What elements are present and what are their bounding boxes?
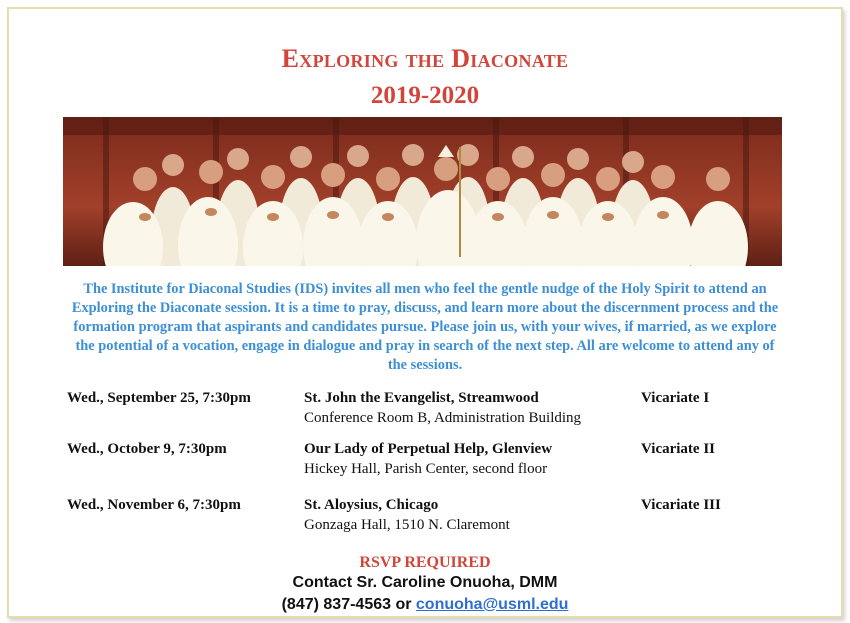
flyer-title: Exploring the Diaconate [281, 44, 569, 73]
session-date: Wed., October 9, 7:30pm [67, 441, 227, 457]
session-vicariate: Vicariate I [641, 390, 710, 406]
rsvp-heading: RSVP REQUIRED [359, 554, 491, 571]
session-vicariate: Vicariate III [641, 497, 721, 513]
session-date: Wed., November 6, 7:30pm [67, 497, 241, 513]
session-location: Our Lady of Perpetual Help, Glenview [304, 441, 553, 457]
contact-line: Contact Sr. Caroline Onuoha, DMM [292, 574, 558, 591]
session-date: Wed., September 25, 7:30pm [67, 390, 251, 406]
session-room: Hickey Hall, Parish Center, second floor [304, 461, 548, 477]
session-room: Gonzaga Hall, 1510 N. Claremont [304, 517, 510, 533]
session-location: St. John the Evangelist, Streamwood [304, 390, 539, 406]
phone-number: (847) 837-4563 or [281, 596, 416, 613]
flyer-years: 2019-2020 [370, 82, 480, 109]
group-photo [63, 117, 782, 266]
email-link[interactable]: conuoha@usml.edu [415, 596, 569, 613]
phone-email-line [0, 596, 850, 614]
session-room: Conference Room B, Administration Building [304, 410, 582, 426]
session-location: St. Aloysius, Chicago [304, 497, 439, 513]
session-vicariate: Vicariate II [641, 441, 716, 457]
intro-paragraph: The Institute for Diaconal Studies (IDS) invites all men who feel the gentle nudge of the Holy Spirit to attend an Exploring the Diaconate session. It is a time to pray, discuss, and learn more about the discernment process and the formation program that aspirants and candidates pursue. Please join us, with your wives, if married, as we explore the potential of a vocation, engage in dialogue and pray in search of the next step. All are welcome to attend any of the sessions. [71, 281, 779, 373]
